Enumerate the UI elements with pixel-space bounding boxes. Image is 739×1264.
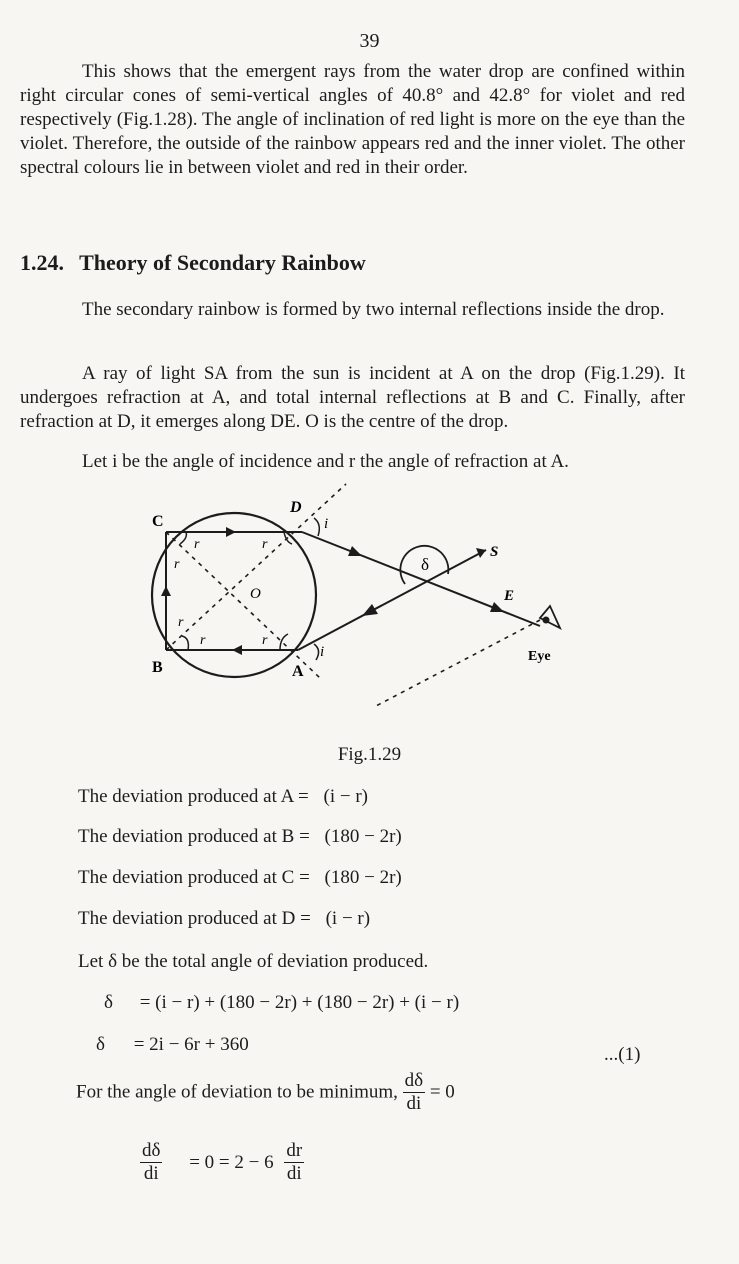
equation-total-expanded bbox=[104, 992, 459, 1014]
ray-b-c-arrow bbox=[161, 586, 171, 596]
label-r-d: r bbox=[262, 537, 268, 552]
fraction-numerator: dr bbox=[286, 1140, 303, 1161]
ray-incident-arrow-1 bbox=[476, 548, 486, 558]
derivative-equation bbox=[140, 1140, 304, 1185]
deviation-value: (180 − 2r) bbox=[324, 867, 402, 888]
label-s: S bbox=[490, 544, 499, 560]
normal-c-a bbox=[166, 532, 320, 678]
label-a: A bbox=[292, 663, 304, 680]
equation-number: ...(1) bbox=[604, 1044, 641, 1065]
label-r-b1: r bbox=[178, 615, 184, 630]
fraction-d-delta-di bbox=[140, 1140, 162, 1185]
water-drop-circle bbox=[152, 513, 316, 677]
fraction-dr-di bbox=[284, 1140, 304, 1185]
label-o: O bbox=[250, 586, 261, 602]
eye-pupil bbox=[543, 617, 550, 624]
derivative-middle: = 0 = 2 − 6 bbox=[189, 1151, 274, 1173]
ray-c-d-arrow bbox=[226, 527, 236, 537]
eye-icon bbox=[540, 606, 560, 628]
ray-emergent-arrow-1 bbox=[348, 546, 362, 556]
total-deviation-text: Let δ be the total angle of deviation produced. bbox=[78, 951, 429, 972]
deviation-value: (i − r) bbox=[325, 908, 371, 929]
ray-incident-arrow-2 bbox=[362, 604, 378, 616]
figure-caption: Fig.1.29 bbox=[337, 744, 402, 765]
label-i-a: i bbox=[320, 644, 325, 660]
ray-incident-sa bbox=[298, 550, 486, 650]
deviation-row bbox=[78, 826, 402, 848]
minimum-condition-rhs: = 0 bbox=[429, 1081, 455, 1103]
minimum-condition bbox=[76, 1070, 455, 1115]
label-e: E bbox=[504, 588, 515, 604]
fraction-d-delta-di bbox=[403, 1070, 425, 1115]
deviation-row bbox=[78, 867, 402, 889]
minimum-condition-text: For the angle of deviation to be minimum, bbox=[76, 1081, 398, 1103]
equation-total-simplified bbox=[96, 1034, 249, 1056]
label-r-a: r bbox=[262, 633, 268, 648]
ray-emergent-arrow-2 bbox=[490, 602, 504, 612]
angle-arc-i-d bbox=[314, 518, 319, 536]
section-title: Theory of Secondary Rainbow bbox=[79, 250, 366, 275]
label-delta: δ bbox=[421, 555, 430, 574]
fraction-numerator: dδ bbox=[142, 1140, 161, 1161]
label-eye: Eye bbox=[528, 649, 551, 664]
deviation-row bbox=[78, 786, 368, 808]
label-c: C bbox=[152, 513, 164, 530]
intro-paragraph: This shows that the emergent rays from the water drop are confined within right circular cones of semi-vertical angles of 40.8° and 42.8° for violet and red respectively (Fig.1.28). The angle of inclination of red light is more on the eye than the violet. Therefore, the outside of the rainbow appears red and the inner violet. The other spectral colours lie in between violet and red in their order. bbox=[20, 61, 685, 178]
secondary-rainbow-diagram bbox=[130, 478, 570, 718]
deviation-label: The deviation produced at C = bbox=[78, 867, 310, 888]
deviation-label: The deviation produced at B = bbox=[78, 826, 310, 847]
equation-lhs: δ bbox=[104, 992, 113, 1013]
page-number: 39 bbox=[359, 30, 380, 52]
fraction-denominator: di bbox=[406, 1093, 422, 1114]
equation-lhs: δ bbox=[96, 1034, 105, 1055]
label-i-d: i bbox=[324, 516, 329, 532]
deviation-row bbox=[78, 908, 370, 930]
fraction-numerator: dδ bbox=[404, 1070, 424, 1091]
label-r-b2: r bbox=[200, 633, 206, 648]
fraction-denominator: di bbox=[286, 1163, 302, 1184]
eye-line-dashed bbox=[376, 620, 540, 706]
equation-rhs: = 2i − 6r + 360 bbox=[133, 1034, 249, 1055]
ray-a-b-arrow bbox=[232, 645, 242, 655]
equation-rhs: = (i − r) + (180 − 2r) + (180 − 2r) + (i − r) bbox=[139, 992, 460, 1013]
angle-arc-b bbox=[182, 636, 188, 650]
deviation-label: The deviation produced at A = bbox=[78, 786, 309, 807]
label-r-c1: r bbox=[194, 537, 200, 552]
paragraph-ray-path: A ray of light SA from the sun is incident at A on the drop (Fig.1.29). It undergoes refraction at A, and total internal reflections at B and C. Finally, after refraction at D, it emerges along DE. O is the centre of the drop. bbox=[20, 363, 685, 432]
fraction-denominator: di bbox=[143, 1163, 159, 1184]
label-d: D bbox=[290, 499, 302, 516]
angle-arc-i-a bbox=[314, 644, 319, 660]
deviation-value: (i − r) bbox=[323, 786, 368, 807]
label-b: B bbox=[152, 659, 163, 676]
section-heading bbox=[20, 250, 366, 276]
label-r-c2: r bbox=[174, 557, 180, 572]
paragraph-secondary-rainbow: The secondary rainbow is formed by two internal reflections inside the drop. bbox=[82, 299, 665, 320]
paragraph-angle-definition: Let i be the angle of incidence and r the angle of refraction at A. bbox=[82, 451, 569, 472]
section-number: 1.24. bbox=[20, 250, 64, 275]
deviation-label: The deviation produced at D = bbox=[78, 908, 311, 929]
angle-arc-a bbox=[280, 634, 288, 650]
normal-b-d bbox=[166, 484, 346, 650]
deviation-value: (180 − 2r) bbox=[324, 826, 402, 847]
